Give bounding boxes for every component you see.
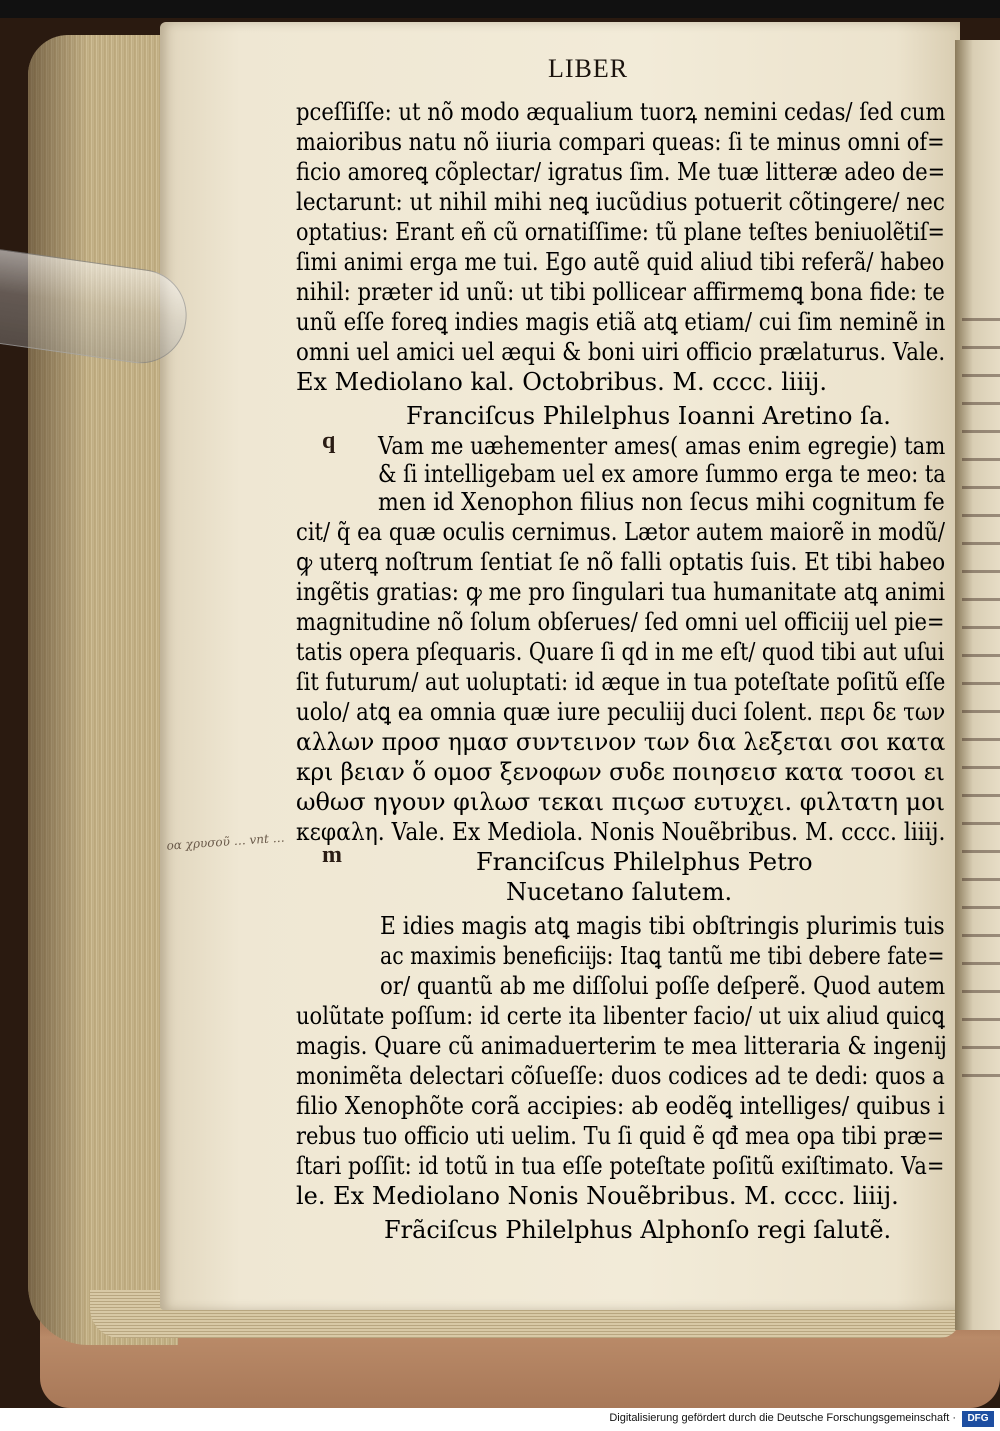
text-line: ſimi animi erga me tui. Ego autẽ quid aliud tibi referã/ habeo — [296, 248, 945, 276]
text-line: rebus tuo officio uti uelim. Tu ſi quid ẽ qđ mea opa tibi præ= — [296, 1122, 945, 1150]
text-line: filio Xenophõte corã accipies: ab eodẽꝗ intelliges/ quibus i — [296, 1092, 945, 1120]
text-line: optatius: Erant eñ cũ ornatiſſime: tũ plane teſtes beniuolẽtiſ= — [296, 218, 945, 246]
text-line: Franciſcus Philelphus Petro — [476, 848, 813, 876]
text-line: uolũtate poſſum: id certe ita libenter facio/ ut uix aliud quicꝗ — [296, 1002, 945, 1030]
text-line: αλλων προσ ημασ συντεινον των δια λεξεται σοι κατα — [296, 728, 946, 756]
text-line: omni uel amici uel æqui & boni uiri officio prælaturus. Vale. — [296, 338, 946, 366]
dfg-logo: DFG — [962, 1411, 994, 1427]
text-line: nihil: præter id unũ: ut tibi pollicear affirmemꝗ bona fide: te — [296, 278, 945, 306]
text-line: monimẽta delectari cõſueſſe: duos codices ad te dedi: quos a — [296, 1062, 945, 1090]
text-line: ſit futurum/ aut uoluptati: id æque in tua poteſtate poſitũ eſſe — [296, 668, 946, 696]
text-line: magis. Quare cũ animaduerterim te mea litteraria & ingenĳ — [296, 1032, 946, 1060]
initial-letter-q: q — [322, 428, 336, 454]
text-line: Franciſcus Philelphus Ioanni Aretino ſa. — [406, 402, 891, 430]
margin-note-text: οα χρυσοῦ … vnt … — [166, 830, 286, 853]
text-line: le. Ex Mediolano Nonis Nouẽbribus. M. cccc. liiij. — [296, 1182, 899, 1210]
text-line: ingẽtis gratias: ꝙ me pro ſingulari tua humanitate atꝗ animi — [296, 578, 946, 606]
text-line: tatis opera pſequaris. Quare ſi qd in me eſt/ quod tibi aut uſui — [296, 638, 945, 666]
text-line: Frãciſcus Philelphus Alphonſo regi ſalutẽ. — [384, 1216, 892, 1244]
right-page-text-fragment — [962, 300, 1000, 1100]
text-line: men id Xenophon filius non ſecus mihi cognitum fe — [378, 488, 945, 516]
initial-letter-m: m — [322, 842, 342, 868]
text-line: ſtari poſſit: id totũ in tua eſſe poteſtate poſitũ exiſtimato. Va= — [296, 1152, 945, 1180]
text-line: lectarunt: ut nihil mihi neꝗ iucũdius potuerit cõtingere/ nec — [296, 188, 945, 216]
text-line: ficio amoreꝗ cõplectar/ igratus ſim. Me tuæ litteræ adeo de= — [296, 158, 946, 186]
text-line: uolo/ atꝗ ea omnia quæ iure peculiĳ duci ſolent. περι δε των — [296, 698, 946, 726]
text-line: unũ eſſe foreꝗ indies magis etiã atꝗ etiam/ cui ſim neminẽ in — [296, 308, 946, 336]
running-head: LIBER — [548, 54, 629, 83]
page-block-shadow — [28, 35, 88, 1345]
text-line: maioribus natu nõ iiuria compari queas: ſi te minus omni of= — [296, 128, 945, 156]
text-line: κεφαλη. Vale. Ex Mediola. Nonis Nouẽbribus. M. cccc. liiij. — [296, 818, 946, 846]
text-line: magnitudine nõ ſolum obſerues/ ſed omni uel officiĳ uel pie= — [296, 608, 945, 636]
text-line: Vam me uæhementer ames( amas enim egregie) tam — [378, 432, 946, 460]
text-line: Ex Mediolano kal. Octobribus. M. cccc. liiij. — [296, 368, 827, 396]
text-line: κρι βειαν ὅ ομοσ ξενοφων συδε ποιησεισ κατα τοσοι ει — [296, 758, 945, 786]
text-line: ωθωσ ηγουν φιλωσ τεκαι πιςωσ ευτυχει. φιλτατη μοι — [296, 788, 946, 816]
text-line: & ſi intelligebam uel ex amore ſummo erga te meo: ta — [378, 460, 946, 488]
text-line: or/ quantũ ab me diſſolui poſſe deſperẽ. Quod autem — [380, 972, 946, 1000]
handwritten-margin-note — [166, 825, 305, 902]
text-line: pceſſiſſe: ut nõ modo æqualium tuorꝝ nemini cedas/ ſed cum — [296, 98, 946, 126]
text-line: E idies magis atꝗ magis tibi obſtringis plurimis tuis — [380, 912, 945, 940]
text-line: cit/ q̃ ea quæ oculis cernimus. Lætor autem maiorẽ in modũ/ — [296, 518, 946, 546]
text-line: ꝙ uterꝗ noſtrum ſentiat ſe nõ falli optatis ſuis. Et tibi habeo — [296, 548, 946, 576]
credit-text: Digitalisierung gefördert durch die Deutsche Forschungsgemeinschaft · — [609, 1412, 956, 1424]
text-line: Nucetano ſalutem. — [506, 878, 733, 906]
credit-bar — [0, 1408, 1000, 1431]
text-line: ac maximis beneficiĳs: Itaꝗ tantũ me tibi debere fate= — [380, 942, 945, 970]
